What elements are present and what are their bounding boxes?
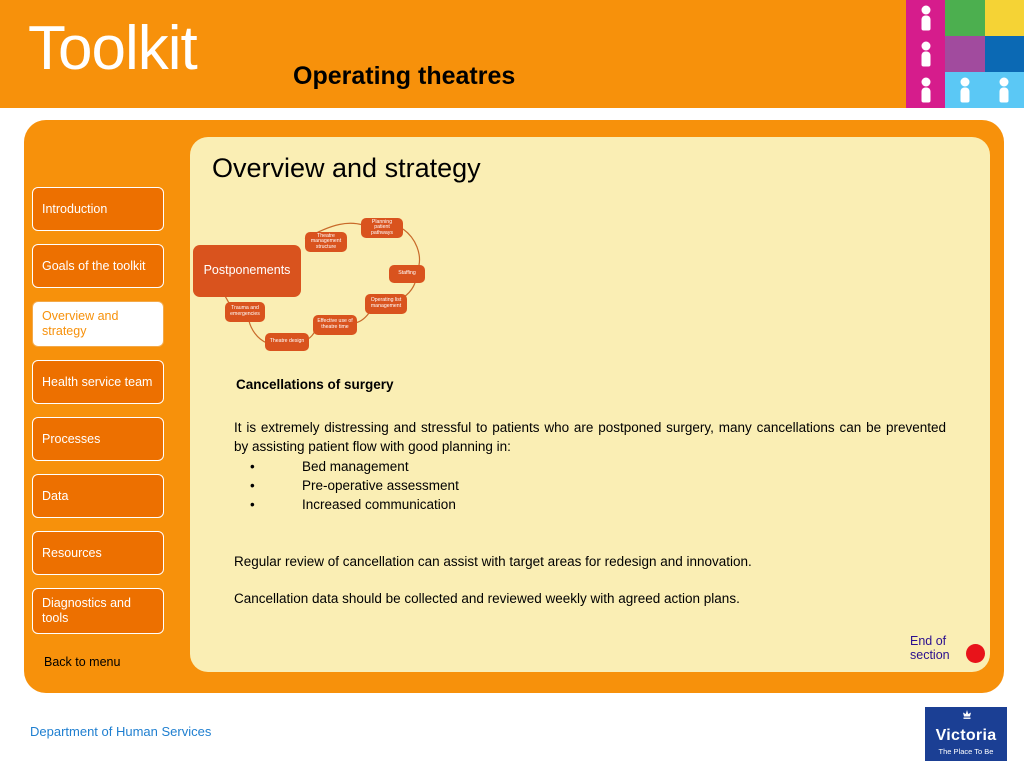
crown-icon [959,709,975,725]
diagram-node-theatre-design: Theatre design [265,333,309,351]
bullet-marker: • [250,478,255,493]
diagram-node-effective-use-of-theatre-time: Effective use of theatre time [313,315,357,335]
diagram-node-staffing: Staffing [389,265,425,283]
person-icon [921,78,930,103]
body-paragraph-2: Regular review of cancellation can assist with target areas for redesign and innovation. [234,554,752,569]
victoria-logo-name: Victoria [935,727,997,744]
bullet-marker: • [250,497,255,512]
back-to-menu-link[interactable]: Back to menu [44,655,121,669]
people-grid-cell [945,72,984,108]
diagram-node-operating-list-management: Operating list management [365,294,407,314]
bullet-list [250,457,459,514]
bullet-label: Bed management [302,459,409,474]
people-grid-cell [906,36,945,72]
bullet-label: Pre-operative assessment [302,478,459,493]
diagram-node-planning-patient-pathways: Planning patient pathways [361,218,403,238]
sidebar-nav [32,187,164,647]
sidebar-item-label: Introduction [42,201,108,216]
sidebar-item-resources[interactable] [32,531,164,575]
sidebar-item-label: Processes [42,431,101,446]
sidebar-item-overview-and-strategy[interactable] [32,301,164,347]
diagram-node-trauma-and-emergencies: Trauma and emergencies [225,302,265,322]
diagram-node-center: Postponements [193,245,301,297]
sidebar-item-processes[interactable] [32,417,164,461]
sidebar-item-label: Goals of the toolkit [42,258,146,273]
sidebar-item-label: Diagnostics and tools [42,596,131,625]
sidebar-item-data[interactable] [32,474,164,518]
bullet-item [250,476,459,495]
people-grid-cell [985,0,1024,36]
people-grid-decoration [906,0,1024,108]
bullet-item [250,495,459,514]
sidebar-item-goals-of-the-toolkit[interactable] [32,244,164,288]
victoria-logo [925,707,1007,761]
people-grid-cell [985,72,1024,108]
bullet-label: Increased communication [302,497,456,512]
person-icon [921,42,930,67]
victoria-logo-tagline: The Place To Be [938,747,994,756]
content-card [190,137,990,672]
end-of-section-label: End of section [910,634,950,662]
diagram-node-theatre-management-structure: Theatre management structure [305,232,347,252]
page-subtitle: Operating theatres [293,62,516,90]
sidebar-item-label: Data [42,488,69,503]
person-icon [960,78,969,103]
bullet-marker: • [250,459,255,474]
body-paragraph-1: It is extremely distressing and stressful to patients who are postponed surgery, many cancellations can be prevented by assisting patient flow with good planning in: [234,420,946,454]
sidebar-item-label: Resources [42,545,102,560]
people-grid-cell [906,72,945,108]
footer-department: Department of Human Services [30,724,212,739]
section-title: Overview and strategy [212,153,481,183]
header-bar [0,0,1024,108]
cycle-diagram [193,217,443,362]
people-grid-cell [945,0,984,36]
sidebar-item-label: Overview and strategy [42,309,119,338]
body-heading: Cancellations of surgery [236,377,394,392]
people-grid-cell [906,0,945,36]
sidebar-item-label: Health service team [42,374,153,389]
body-paragraph-3: Cancellation data should be collected and reviewed weekly with agreed action plans. [234,591,740,606]
person-icon [1000,78,1009,103]
people-grid-cell [945,36,984,72]
people-grid-cell [985,36,1024,72]
sidebar-item-diagnostics-and-tools[interactable] [32,588,164,634]
sidebar-item-health-service-team[interactable] [32,360,164,404]
end-of-section-button[interactable] [966,644,985,663]
person-icon [921,6,930,31]
page-title: Toolkit [28,14,197,83]
bullet-item [250,457,459,476]
sidebar-item-introduction[interactable] [32,187,164,231]
